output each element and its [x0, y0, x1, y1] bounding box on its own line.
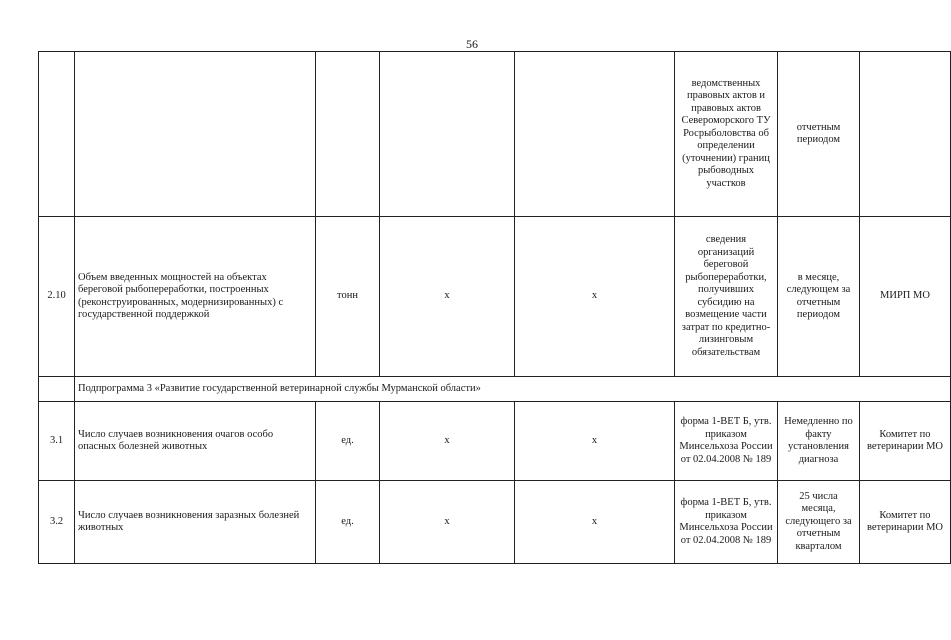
responsible-cell: МИРП МО	[860, 217, 951, 377]
source-cell: сведения организаций береговой рыбопереработки, получивших субсидию на возмещение части затрат по кредитно-лизинговым обязательствам	[675, 217, 778, 377]
value-cell	[515, 52, 675, 217]
unit-cell: ед.	[316, 402, 380, 481]
source-cell: форма 1-ВЕТ Б, утв. приказом Минсельхоза России от 02.04.2008 № 189	[675, 481, 778, 564]
responsible-cell: Комитет по ветеринарии МО	[860, 402, 951, 481]
table-row	[39, 481, 951, 564]
table-row	[39, 52, 951, 217]
value-cell: x	[515, 402, 675, 481]
indicator-name	[75, 52, 316, 217]
indicator-name: Число случаев возникновения очагов особо опасных болезней животных	[75, 402, 316, 481]
subprogram-number-cell	[39, 377, 75, 402]
value-cell: x	[515, 481, 675, 564]
period-cell: 25 числа месяца, следующего за отчетным кварталом	[778, 481, 860, 564]
unit-cell: ед.	[316, 481, 380, 564]
period-cell: отчетным периодом	[778, 52, 860, 217]
value-cell	[380, 52, 515, 217]
value-cell: x	[380, 217, 515, 377]
unit-cell	[316, 52, 380, 217]
source-cell: форма 1-ВЕТ Б, утв. приказом Минсельхоза России от 02.04.2008 № 189	[675, 402, 778, 481]
value-cell: x	[380, 481, 515, 564]
row-number: 2.10	[39, 217, 75, 377]
table-row	[39, 402, 951, 481]
responsible-cell	[860, 52, 951, 217]
row-number: 3.2	[39, 481, 75, 564]
indicator-name: Число случаев возникновения заразных болезней животных	[75, 481, 316, 564]
unit-cell: тонн	[316, 217, 380, 377]
source-cell: ведомственных правовых актов и правовых актов Североморского ТУ Росрыболовства об определении (уточнении) границ рыбоводных участков	[675, 52, 778, 217]
period-cell: в месяце, следующем за отчетным периодом	[778, 217, 860, 377]
period-cell: Немедленно по факту установления диагноза	[778, 402, 860, 481]
indicator-name: Объем введенных мощностей на объектах береговой рыбопереработки, построенных (реконструированных, модернизированных) с государственной поддержкой	[75, 217, 316, 377]
subprogram-title: Подпрограмма 3 «Развитие государственной ветеринарной службы Мурманской области»	[75, 377, 951, 402]
page-number: 56	[466, 37, 478, 51]
row-number: 3.1	[39, 402, 75, 481]
indicators-table	[38, 51, 951, 564]
responsible-cell: Комитет по ветеринарии МО	[860, 481, 951, 564]
value-cell: x	[380, 402, 515, 481]
row-number	[39, 52, 75, 217]
value-cell: x	[515, 217, 675, 377]
table-row	[39, 217, 951, 377]
subprogram-row	[39, 377, 951, 402]
